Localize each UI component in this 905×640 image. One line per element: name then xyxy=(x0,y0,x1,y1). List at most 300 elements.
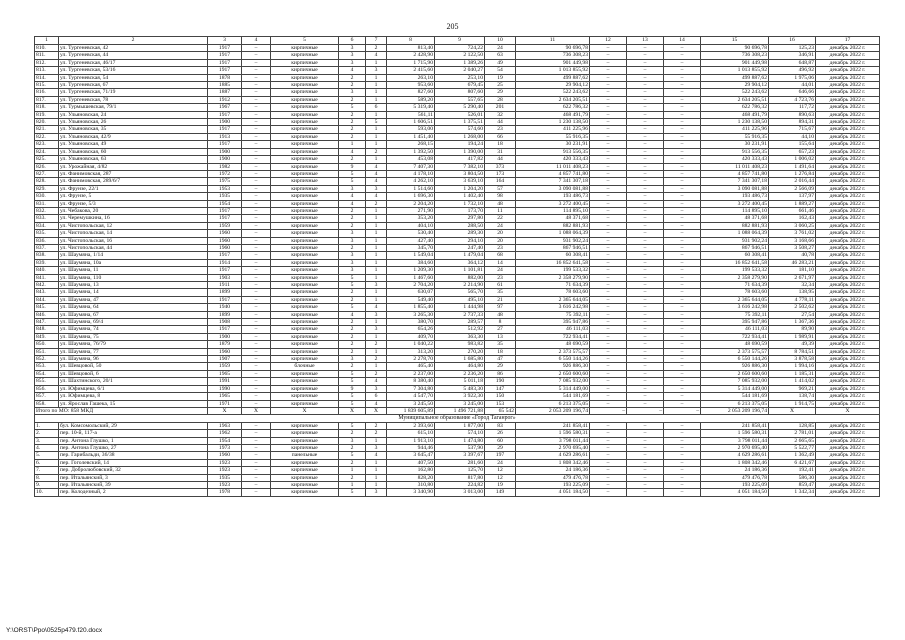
table-cell: 2 xyxy=(339,244,366,251)
table-cell: декабрь 2022 г. xyxy=(816,370,880,377)
table-cell: 1917 xyxy=(208,252,242,259)
table-row xyxy=(35,437,880,444)
table-cell: 2 634 205,51 xyxy=(701,96,769,103)
table-cell: 3 645,47 xyxy=(387,452,435,459)
table-cell: 2 xyxy=(339,119,366,126)
table-cell: кирпичные xyxy=(271,289,339,296)
table-row xyxy=(35,319,880,326)
table-cell: 30 231,91 xyxy=(516,141,590,148)
table-cell: 824. xyxy=(35,148,59,155)
table-cell: 395 947,86 xyxy=(701,319,769,326)
table-row xyxy=(35,230,880,237)
table-cell: – xyxy=(590,148,627,155)
table-row xyxy=(35,296,880,303)
table-cell: 544 181,69 xyxy=(516,393,590,400)
table-cell: – xyxy=(664,452,701,459)
table-cell: 46 111,03 xyxy=(516,326,590,333)
table-cell: 1 375,51 xyxy=(435,119,485,126)
table-cell: декабрь 2022 г. xyxy=(816,52,880,59)
table-cell: 3 xyxy=(366,489,387,496)
table-row xyxy=(35,207,880,214)
table-cell: 1 367,36 xyxy=(769,319,816,326)
table-cell: – xyxy=(242,430,271,437)
table-cell: 1903 xyxy=(208,274,242,281)
table-cell: декабрь 2022 г. xyxy=(816,259,880,266)
table-cell: 71 634,39 xyxy=(701,282,769,289)
table-cell: 574,60 xyxy=(435,126,485,133)
table-cell: – xyxy=(590,82,627,89)
table-cell: 5 xyxy=(339,304,366,311)
table-cell: 125,70 xyxy=(435,467,485,474)
table-cell: – xyxy=(627,267,664,274)
table-cell: 2 xyxy=(339,333,366,340)
table-cell: ул. Чистопольская, 14 xyxy=(59,230,208,237)
table-cell: 4 xyxy=(366,52,387,59)
table-cell: 3 616 242,98 xyxy=(701,304,769,311)
table-row xyxy=(35,74,880,81)
table-cell: 648,87 xyxy=(769,59,816,66)
table-cell: 858. xyxy=(35,400,59,407)
table-cell: – xyxy=(590,289,627,296)
table-cell: 1 994,16 xyxy=(769,363,816,370)
total-cell: Х xyxy=(769,407,816,414)
table-cell: 1923 xyxy=(208,459,242,466)
table-cell: кирпичные xyxy=(271,378,339,385)
table-cell: 1 596 580,31 xyxy=(516,430,590,437)
table-cell: 1959 xyxy=(208,222,242,229)
table-cell: 823. xyxy=(35,141,59,148)
table-cell: 310,80 xyxy=(387,481,435,488)
table-cell: 44,10 xyxy=(769,133,816,140)
table-cell: 9 xyxy=(339,385,366,392)
table-cell: 6 421,67 xyxy=(769,459,816,466)
table-cell: 193 486,73 xyxy=(516,193,590,200)
table-cell: 2 xyxy=(339,111,366,118)
table-cell: ул. Шаумяна, 75 xyxy=(59,333,208,340)
table-cell: – xyxy=(590,193,627,200)
table-cell: ул. Шаумяна, 14 xyxy=(59,289,208,296)
table-cell: декабрь 2022 г. xyxy=(816,400,880,407)
table-cell: 1917 xyxy=(208,67,242,74)
table-cell: декабрь 2022 г. xyxy=(816,215,880,222)
table-cell: 32,34 xyxy=(769,282,816,289)
table-cell: декабрь 2022 г. xyxy=(816,45,880,52)
table-cell: декабрь 2022 г. xyxy=(816,156,880,163)
table-cell: – xyxy=(627,474,664,481)
table-cell: кирпичные xyxy=(271,385,339,392)
table-cell: 822. xyxy=(35,133,59,140)
table-cell: кирпичные xyxy=(271,296,339,303)
table-cell: 48 xyxy=(485,311,516,318)
table-cell: – xyxy=(664,348,701,355)
table-cell: кирпичные xyxy=(271,356,339,363)
table-cell: ул. Турмышевская, 79/1 xyxy=(59,104,208,111)
table-cell: 61 xyxy=(485,282,516,289)
table-cell: 1913 xyxy=(208,133,242,140)
table-cell: – xyxy=(627,185,664,192)
table-cell: 944,46 xyxy=(387,444,435,451)
table-cell: – xyxy=(627,133,664,140)
table-cell: кирпичные xyxy=(271,45,339,52)
table-cell: пер. Гоголевский, 14 xyxy=(59,459,208,466)
table-row xyxy=(35,111,880,118)
table-cell: 4 xyxy=(339,148,366,155)
table-cell: – xyxy=(664,267,701,274)
table-cell: – xyxy=(242,363,271,370)
table-cell: – xyxy=(627,452,664,459)
table-cell: 2 671,97 xyxy=(769,274,816,281)
column-number-cell: 3 xyxy=(208,37,242,45)
table-cell: 496,92 xyxy=(769,67,816,74)
table-cell: 1 xyxy=(366,474,387,481)
table-cell: – xyxy=(664,437,701,444)
table-cell: 4 xyxy=(339,193,366,200)
table-cell: 5 319,40 xyxy=(387,104,435,111)
table-cell: – xyxy=(590,267,627,274)
table-cell: – xyxy=(242,444,271,451)
table-cell: 173,70 xyxy=(435,207,485,214)
table-cell: 6 550 144,26 xyxy=(701,356,769,363)
table-cell: 1 414,02 xyxy=(769,378,816,385)
table-cell: 589,20 xyxy=(387,96,435,103)
table-cell: 27 xyxy=(485,326,516,333)
table-cell: кирпичные xyxy=(271,133,339,140)
table-cell: 5 xyxy=(339,104,366,111)
table-cell: 1971 xyxy=(208,400,242,407)
table-cell: – xyxy=(242,45,271,52)
table-cell: декабрь 2022 г. xyxy=(816,59,880,66)
table-cell: 3 616 242,98 xyxy=(516,304,590,311)
table-cell: пер. Добролюбовский, 32 xyxy=(59,467,208,474)
table-cell: – xyxy=(590,59,627,66)
table-row xyxy=(35,474,880,481)
table-cell: 4 xyxy=(366,178,387,185)
table-cell: 411 225,96 xyxy=(701,126,769,133)
column-number-cell: 2 xyxy=(59,37,208,45)
table-cell: 1 xyxy=(366,237,387,244)
table-cell: 1 444,98 xyxy=(435,304,485,311)
table-cell: 849. xyxy=(35,333,59,340)
table-cell: 1 xyxy=(366,215,387,222)
table-cell: – xyxy=(242,133,271,140)
table-cell: – xyxy=(590,422,627,429)
table-cell: 1 xyxy=(366,437,387,444)
table-cell: 3 878,58 xyxy=(769,356,816,363)
table-cell: 926 886,30 xyxy=(516,363,590,370)
table-cell: – xyxy=(627,252,664,259)
table-cell: 35 xyxy=(485,289,516,296)
table-cell: 1 913,10 xyxy=(387,437,435,444)
table-row xyxy=(35,333,880,340)
table-cell: 2 358 279,90 xyxy=(516,274,590,281)
table-cell: ул. Шаумяна, 1/14 xyxy=(59,252,208,259)
table-cell: 1967 xyxy=(208,104,242,111)
table-cell: декабрь 2022 г. xyxy=(816,481,880,488)
table-cell: кирпичные xyxy=(271,148,339,155)
table-cell: 48 371,68 xyxy=(516,215,590,222)
table-cell: – xyxy=(627,326,664,333)
table-cell: 4 xyxy=(366,170,387,177)
table-cell: 1911 xyxy=(208,282,242,289)
table-cell: – xyxy=(590,178,627,185)
table-cell: – xyxy=(242,341,271,348)
table-cell: декабрь 2022 г. xyxy=(816,489,880,496)
table-cell: 4. xyxy=(35,444,59,451)
table-cell: 353,20 xyxy=(387,215,435,222)
table-cell: 247,40 xyxy=(435,244,485,251)
table-cell: 6 550 144,26 xyxy=(516,356,590,363)
table-cell: 4 857 741,80 xyxy=(516,170,590,177)
table-cell: 1982 xyxy=(208,163,242,170)
table-cell: 2 xyxy=(339,96,366,103)
table-cell: 346,91 xyxy=(769,52,816,59)
table-cell: – xyxy=(242,230,271,237)
table-cell: 40,78 xyxy=(769,252,816,259)
table-cell: – xyxy=(627,319,664,326)
table-cell: – xyxy=(664,59,701,66)
table-row xyxy=(35,304,880,311)
table-cell: 27,54 xyxy=(769,311,816,318)
table-cell: – xyxy=(590,459,627,466)
table-cell: – xyxy=(590,467,627,474)
table-cell: 83 xyxy=(485,422,516,429)
table-cell: – xyxy=(242,222,271,229)
table-cell: 1 088 064,39 xyxy=(516,230,590,237)
table-cell: 931 902,24 xyxy=(516,237,590,244)
table-cell: 830. xyxy=(35,193,59,200)
table-cell: – xyxy=(664,82,701,89)
table-cell: декабрь 2022 г. xyxy=(816,393,880,400)
table-cell: декабрь 2022 г. xyxy=(816,311,880,318)
table-cell: 270,20 xyxy=(435,348,485,355)
table-cell: 913 556,35 xyxy=(701,148,769,155)
table-cell: 843. xyxy=(35,289,59,296)
table-cell: 1923 xyxy=(208,467,242,474)
table-cell: 1917 xyxy=(208,207,242,214)
table-cell: – xyxy=(590,126,627,133)
table-cell: ул. Ульяновская, 49 xyxy=(59,141,208,148)
table-cell: декабрь 2022 г. xyxy=(816,67,880,74)
table-cell: – xyxy=(627,244,664,251)
table-cell: ул. Шаумяна, 69/4 xyxy=(59,319,208,326)
table-cell: 2 278,70 xyxy=(387,356,435,363)
column-number-cell: 8 xyxy=(387,37,435,45)
table-cell: – xyxy=(590,170,627,177)
table-cell: 4 xyxy=(366,193,387,200)
table-cell: 1940 xyxy=(208,304,242,311)
table-cell: – xyxy=(242,119,271,126)
table-cell: 2 xyxy=(339,215,366,222)
table-cell: 1 xyxy=(366,207,387,214)
table-cell: 926 886,30 xyxy=(701,363,769,370)
table-cell: 817,80 xyxy=(435,474,485,481)
table-cell: декабрь 2022 г. xyxy=(816,193,880,200)
table-cell: 409,70 xyxy=(387,333,435,340)
table-cell: 411 225,96 xyxy=(516,126,590,133)
table-cell: 364,12 xyxy=(435,259,485,266)
table-cell: 1 230 138,50 xyxy=(516,119,590,126)
table-row xyxy=(35,274,880,281)
column-number-cell: 7 xyxy=(366,37,387,45)
table-cell: 4 629 286,61 xyxy=(701,452,769,459)
table-cell: – xyxy=(242,393,271,400)
table-cell: – xyxy=(590,230,627,237)
table-cell: 1914 xyxy=(208,259,242,266)
table-cell: – xyxy=(664,52,701,59)
table-cell: 289,30 xyxy=(435,230,485,237)
table-cell: – xyxy=(627,178,664,185)
table-cell: – xyxy=(627,193,664,200)
table-cell: 1 685,80 xyxy=(435,356,485,363)
table-cell: кирпичные xyxy=(271,319,339,326)
table-cell: – xyxy=(590,141,627,148)
table-cell: пер. Итальянский, 3 xyxy=(59,474,208,481)
table-cell: 522 243,62 xyxy=(701,89,769,96)
table-cell: 5 011,18 xyxy=(435,378,485,385)
table-cell: – xyxy=(242,356,271,363)
table-cell: 8. xyxy=(35,474,59,481)
table-cell: – xyxy=(590,282,627,289)
table-cell: 420 333,43 xyxy=(516,156,590,163)
table-row xyxy=(35,259,880,266)
table-cell: ул. Тургеневская, 44 xyxy=(59,52,208,59)
table-cell: 1917 xyxy=(208,296,242,303)
table-cell: – xyxy=(664,370,701,377)
table-cell: 1 xyxy=(366,348,387,355)
table-cell: ул. Шаумяна, 13 xyxy=(59,282,208,289)
table-cell: 2 xyxy=(366,370,387,377)
table-cell: 289,57 xyxy=(435,319,485,326)
table-cell: пер. 10-й, 117-а xyxy=(59,430,208,437)
table-cell: 544 181,69 xyxy=(701,393,769,400)
table-cell: 5 xyxy=(339,170,366,177)
table-cell: 2 040,27 xyxy=(435,67,485,74)
table-cell: 20 xyxy=(485,230,516,237)
table-cell: 4 547,70 xyxy=(387,393,435,400)
table-cell: 812. xyxy=(35,59,59,66)
table-cell: 4 xyxy=(366,452,387,459)
table-row xyxy=(35,267,880,274)
table-cell: – xyxy=(627,126,664,133)
table-cell: – xyxy=(627,111,664,118)
table-cell: 1 xyxy=(366,244,387,251)
table-cell: 836. xyxy=(35,237,59,244)
table-cell: 1973 xyxy=(208,444,242,451)
table-cell: кирпичные xyxy=(271,326,339,333)
table-cell: декабрь 2022 г. xyxy=(816,207,880,214)
table-cell: 11 011 408,23 xyxy=(701,163,769,170)
table-row xyxy=(35,52,880,59)
table-cell: 5 xyxy=(339,274,366,281)
table-cell: – xyxy=(664,422,701,429)
table-cell: 98 xyxy=(485,193,516,200)
table-cell: 1879 xyxy=(208,341,242,348)
table-cell: 499 887,62 xyxy=(701,74,769,81)
table-cell: – xyxy=(664,111,701,118)
table-cell: – xyxy=(664,119,701,126)
table-cell: 1 xyxy=(366,126,387,133)
table-cell: – xyxy=(664,178,701,185)
table-cell: 2 xyxy=(366,422,387,429)
table-cell: 4 xyxy=(366,304,387,311)
table-row xyxy=(35,82,880,89)
table-cell: 2. xyxy=(35,430,59,437)
table-row xyxy=(35,452,880,459)
table-cell: – xyxy=(590,185,627,192)
table-cell: 931 902,24 xyxy=(701,237,769,244)
table-cell: 1 xyxy=(366,156,387,163)
table-cell: 1960 xyxy=(208,452,242,459)
table-cell: 1912 xyxy=(208,96,242,103)
table-cell: ул. Чистопольская, 12 xyxy=(59,222,208,229)
table-row xyxy=(35,67,880,74)
table-cell: ул. Фанимовская, 289/6/7 xyxy=(59,178,208,185)
table-cell: 4 629 286,61 xyxy=(516,452,590,459)
table-cell: декабрь 2022 г. xyxy=(816,141,880,148)
table-cell: – xyxy=(590,311,627,318)
table-cell: – xyxy=(627,333,664,340)
table-cell: 2 xyxy=(339,341,366,348)
table-row xyxy=(35,45,880,52)
table-cell: 2 358 279,90 xyxy=(701,274,769,281)
table-cell: пер. Колодезный, 2 xyxy=(59,489,208,496)
table-row xyxy=(35,156,880,163)
table-cell: 71 634,39 xyxy=(516,282,590,289)
table-cell: ул. Чебакова, 20 xyxy=(59,207,208,214)
table-cell: 825. xyxy=(35,156,59,163)
table-cell: 427,40 xyxy=(387,237,435,244)
table-row xyxy=(35,444,880,451)
table-cell: 3 xyxy=(366,282,387,289)
table-cell: 1 xyxy=(366,82,387,89)
table-cell: – xyxy=(590,52,627,59)
table-cell: 2 502,62 xyxy=(769,304,816,311)
table-cell: 852. xyxy=(35,356,59,363)
table-cell: 2 650 600,60 xyxy=(701,370,769,377)
table-cell: – xyxy=(664,319,701,326)
table-row xyxy=(35,163,880,170)
housing-repair-table-sheet xyxy=(34,36,879,497)
table-cell: 271,90 xyxy=(387,207,435,214)
table-cell: 1 088 064,39 xyxy=(701,230,769,237)
table-cell: – xyxy=(664,326,701,333)
table-cell: 380,70 xyxy=(387,319,435,326)
table-row xyxy=(35,141,880,148)
table-cell: 3 xyxy=(339,230,366,237)
table-cell: кирпичные xyxy=(271,185,339,192)
table-cell: – xyxy=(242,207,271,214)
table-cell: ул. Чистопольская, 16 xyxy=(59,237,208,244)
table-cell: 21 xyxy=(485,296,516,303)
table-cell: 30 231,91 xyxy=(701,141,769,148)
table-cell: 2 122,50 xyxy=(435,52,485,59)
table-cell: 953,60 xyxy=(387,82,435,89)
table-cell: 831. xyxy=(35,200,59,207)
table-cell: 48 371,68 xyxy=(701,215,769,222)
table-cell: 345,70 xyxy=(387,244,435,251)
table-cell: – xyxy=(242,156,271,163)
table-cell: 1962 xyxy=(208,430,242,437)
table-cell: декабрь 2022 г. xyxy=(816,341,880,348)
table-cell: ул. Тургеневская, 53/16 xyxy=(59,67,208,74)
table-cell: 4 778,11 xyxy=(769,296,816,303)
table-cell: 224,82 xyxy=(435,481,485,488)
table-cell: – xyxy=(664,148,701,155)
table-cell: – xyxy=(590,207,627,214)
table-cell: 2 xyxy=(366,45,387,52)
table-cell: пер. Антона Глушко, 1 xyxy=(59,437,208,444)
table-cell: 1899 xyxy=(208,311,242,318)
